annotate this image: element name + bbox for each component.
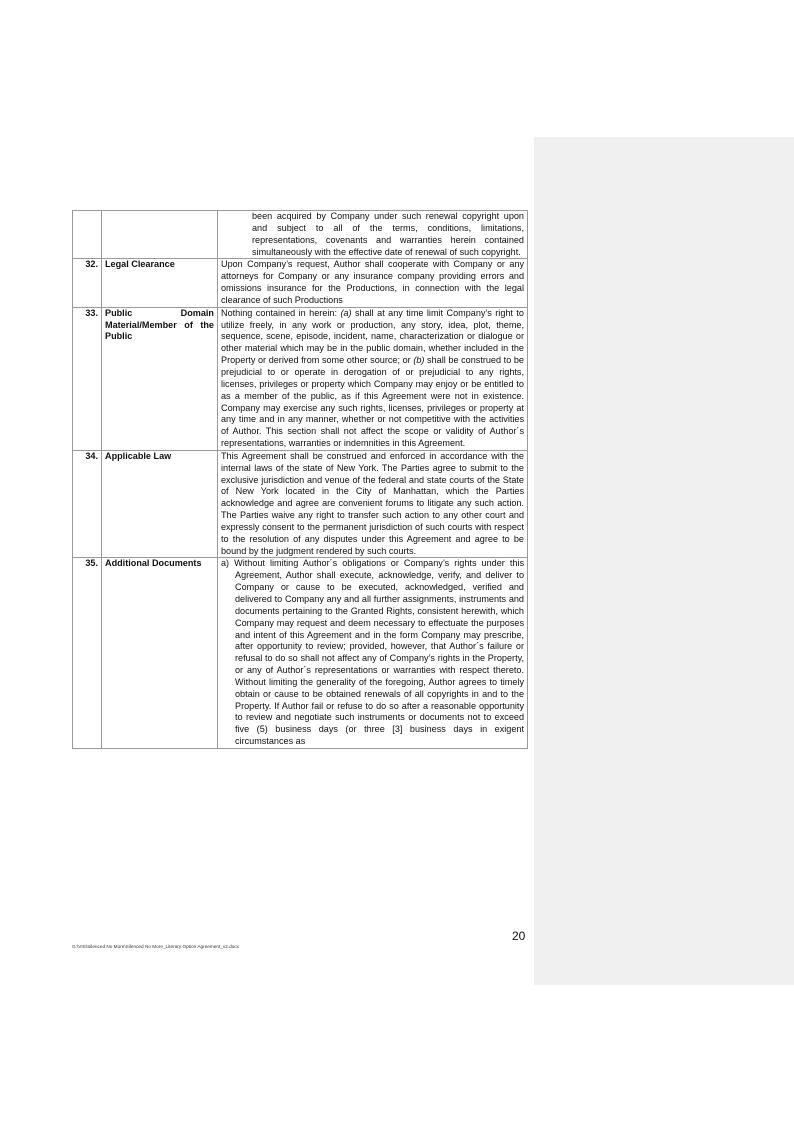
text-part: shall at any time limit Company’s right to utilize freely, in any work or production, any story, idea, plot, theme, sequence, scene, episode, incident, name, characterization or dialogue or other material which may be in the public domain, whether included in the Property or derived from some other source; or — [221, 307, 524, 366]
section-title: Additional Documents — [102, 558, 218, 749]
section-title: Public Domain Material/Member of the Public — [102, 307, 218, 450]
section-text: Upon Company’s request, Author shall cooperate with Company or any attorneys for Company or any insurance company providing errors and omissions insurance for the Productions, in connection with the legal clearance of such Productions — [218, 259, 528, 307]
section-text — [218, 558, 528, 749]
text-part: shall be construed to be prejudicial to or operate in derogation of or prejudicial to any rights, licenses, privileges or property which Company may enjoy or be entitled to as a member of the public, as if this Agreement were not in existence. Company may exercise any such rights, licenses, privileges or property at any time and in any manner, whether or not competitive with the activities of Author. This section shall not affect the scope or validity of Author´s representations, warranties or indemnities in this Agreement. — [221, 355, 524, 449]
agreement-table — [72, 210, 528, 749]
footer-file-path: G:\VIS\Silenced No More\Silenced No More_Literary Option Agreement_v2.docx — [72, 944, 240, 949]
section-number — [73, 211, 102, 259]
page-number: 20 — [512, 929, 526, 943]
table-row — [73, 450, 528, 558]
section-title: Applicable Law — [102, 450, 218, 558]
section-number: 34. — [73, 450, 102, 558]
table-row — [73, 558, 528, 749]
clause-marker: (b) — [413, 355, 425, 366]
section-text — [218, 307, 528, 450]
text-part: Nothing contained in herein: — [221, 307, 341, 318]
continued-paragraph: been acquired by Company under such renewal copyright upon and subject to all of the terms, conditions, limitations, representations, covenants and warranties herein contained simultaneously with the effective date of renewal of such copyright. — [252, 211, 524, 257]
section-text — [218, 211, 528, 259]
section-title: Legal Clearance — [102, 259, 218, 307]
table-row — [73, 259, 528, 307]
comment-pane — [534, 137, 794, 985]
section-number: 33. — [73, 307, 102, 450]
table-row — [73, 211, 528, 259]
section-number: 35. — [73, 558, 102, 749]
table-row — [73, 307, 528, 450]
section-number: 32. — [73, 259, 102, 307]
section-text: This Agreement shall be construed and enforced in accordance with the internal laws of the state of New York. The Parties agree to submit to the exclusive jurisdiction and venue of the federal and state courts of the State of New York located in the City of Manhattan, which the Parties acknowledge and agree are convenient forums to litigate any such action. The Parties waive any right to transfer such action to any other court and expressly consent to the permanent jurisdiction of such courts with respect to the resolution of any disputes under this Agreement and agree to be bound by the judgment rendered by such courts. — [218, 450, 528, 558]
list-item: a) Without limiting Author´s obligations or Company’s rights under this Agreement, Author shall execute, acknowledge, verify, and deliver to Company or cause to be executed, acknowledged, verified and delivered to Company any and all further assignments, instruments and documents pertaining to the Granted Rights, consistent herewith, which Company may request and deem necessary to effectuate the purposes and intent of this Agreement and in the form Company may prescribe, after opportunity to review; provided, however, that Author´s failure or refusal to do so shall not affect any of Company’s rights in the Property, or any of Author´s representations or warranties with respect thereto. Without limiting the generality of the foregoing, Author agrees to timely obtain or cause to be obtained renewals of all copyrights in and to the Property. If Author fail or refuse to do so after a reasonable opportunity to review and negotiate such instruments or documents not to exceed five (5) business days (or three [3] business days in exigent circumstances as — [221, 558, 524, 747]
section-title — [102, 211, 218, 259]
clause-marker: (a) — [340, 307, 352, 318]
